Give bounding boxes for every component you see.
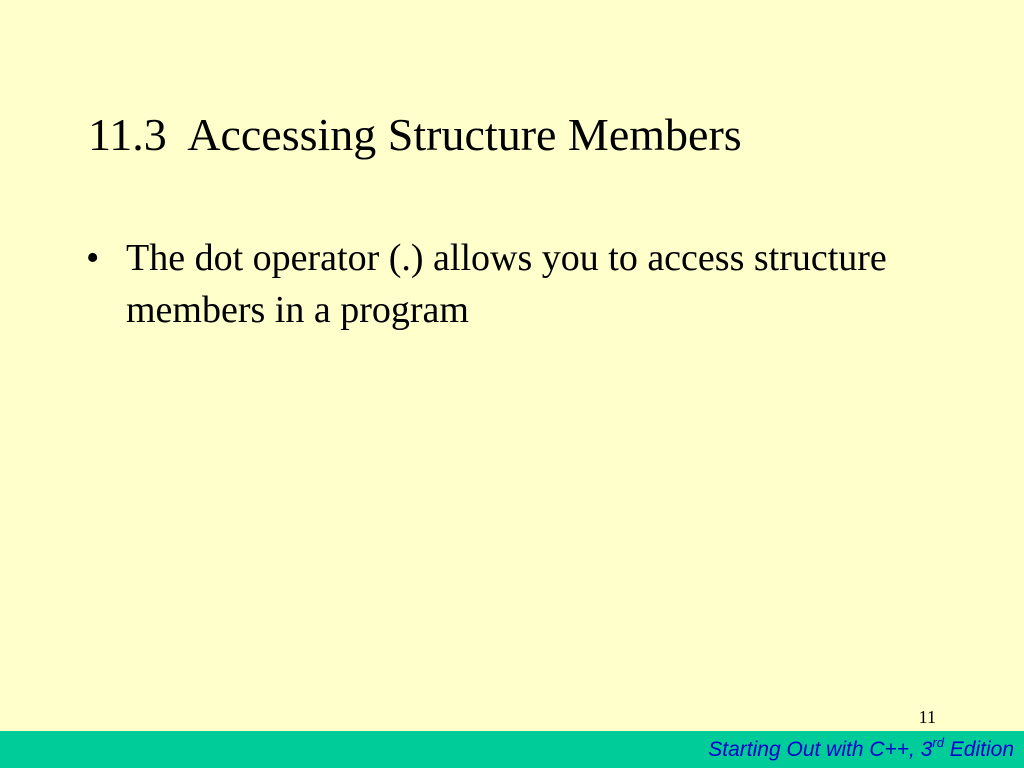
footer-ordinal-suffix: rd: [932, 735, 944, 750]
footer-book-title: Starting Out with C++, 3: [708, 738, 933, 761]
footer-band: [0, 731, 1024, 768]
page-number: 11: [918, 707, 936, 727]
footer-text: [708, 737, 1014, 763]
bullet-list: [86, 232, 966, 336]
bullet-item: [86, 232, 966, 336]
slide-title: 11.3 Accessing Structure Members: [88, 109, 742, 160]
bullet-text: The dot operator (.) allows you to access structure members in a program: [126, 237, 887, 331]
bullet-icon: •: [86, 237, 100, 279]
footer-edition-label: Edition: [943, 738, 1014, 761]
